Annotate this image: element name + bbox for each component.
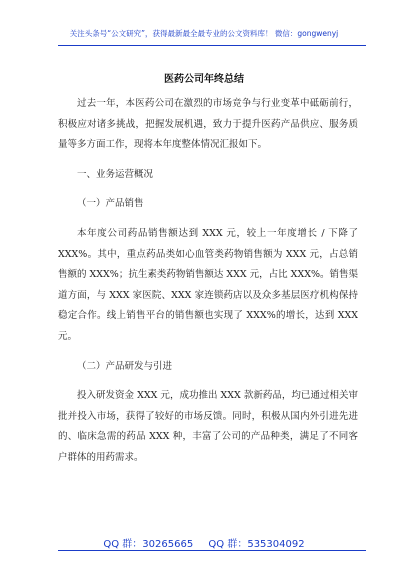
subsection-heading-sales: （一）产品销售 xyxy=(77,198,144,210)
section-heading: 一、业务运营概况 xyxy=(77,168,154,180)
intro-paragraph: 过去一年，本医药公司在激烈的市场竞争与行业变革中砥砺前行，积极应对诸多挑战，把握发展机遇，致力于提升医药产品供应、服务质量等多方面工作，现将本年度整体情况汇报如下。 xyxy=(58,98,358,151)
subsection-heading-rd: （二）产品研发与引进 xyxy=(77,360,173,372)
rd-paragraph: 投入研发资金 XXX 元，成功推出 XXX 款新药品，均已通过相关审批并投入市场，获得了较好的市场反馈。同时，积极从国内外引进先进的、临床急需的药品 XXX 种，丰富了公司的产品种类，满足了不同客户群体的用药需求。 xyxy=(58,390,358,463)
page-footer xyxy=(0,535,408,550)
page-header: 关注头条号“公文研究”，获得最新最全最专业的公文资料库！ 微信：gongwenyj xyxy=(69,29,339,38)
footer-divider xyxy=(58,550,366,551)
document-body xyxy=(58,94,358,478)
sales-paragraph: 本年度公司药品销售额达到 XXX 元，较上一年度增长 / 下降了 XXX%。其中，重点药品类如心血管类药物销售额为 XXX 元，占总销售额的 XXX%；抗生素类药物销售额达 XXX 元，占比 XXX%。销售渠道方面，与 XXX 家医院、XXX 家连锁药店以及众多基层医疗机构保持稳定合作。线上销售平台的销售额也实现了 XXX%的增长，达到 XXX 元。 xyxy=(58,227,359,342)
footer-qq-group-2: QQ 群：535304092 xyxy=(208,539,305,550)
footer-qq-group-1: QQ 群：30265665 xyxy=(103,539,194,550)
document-title: 医药公司年终总结 xyxy=(164,74,244,85)
header-divider xyxy=(58,45,366,46)
